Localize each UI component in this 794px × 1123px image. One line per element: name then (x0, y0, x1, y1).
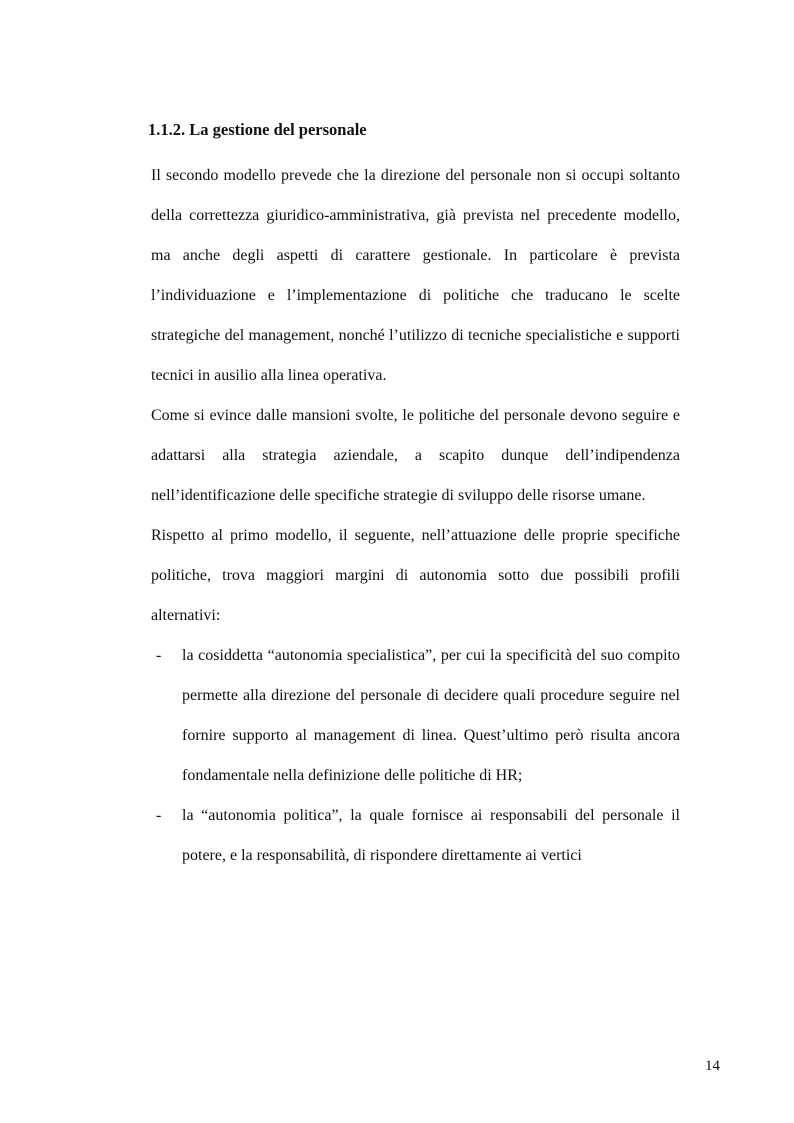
bullet-list (151, 636, 680, 876)
list-item (151, 636, 680, 796)
page-number: 14 (705, 1058, 720, 1074)
body-text (151, 156, 680, 876)
list-item-text: la cosiddetta “autonomia specialistica”, per cui la specificità del suo compito permette alla direzione del personale di decidere quali procedure seguire nel fornire supporto al management di linea. Quest’ultimo però risulta ancora fondamentale nella definizione delle politiche di HR; (182, 647, 680, 784)
section-heading: 1.1.2. La gestione del personale (148, 120, 367, 139)
paragraph: Rispetto al primo modello, il seguente, nell’attuazione delle proprie specifiche politiche, trova maggiori margini di autonomia sotto due possibili profili alternativi: (151, 527, 680, 624)
paragraph: Il secondo modello prevede che la direzione del personale non si occupi soltanto della correttezza giuridico-amministrativa, già prevista nel precedente modello, ma anche degli aspetti di carattere gestionale. In particolare è prevista l’individuazione e l’implementazione di politiche che traducano le scelte strategiche del management, nonché l’utilizzo di tecniche specialistiche e supporti tecnici in ausilio alla linea operativa. (151, 167, 680, 384)
list-item (151, 796, 680, 876)
dash-bullet: - (156, 807, 162, 824)
paragraph: Come si evince dalle mansioni svolte, le politiche del personale devono seguire e adattarsi alla strategia aziendale, a scapito dunque dell’indipendenza nell’identificazione delle specifiche strategie di sviluppo delle risorse umane. (151, 407, 680, 504)
dash-bullet: - (156, 647, 162, 664)
list-item-text: la “autonomia politica”, la quale fornisce ai responsabili del personale il potere, e la responsabilità, di rispondere direttamente ai vertici (182, 807, 680, 864)
